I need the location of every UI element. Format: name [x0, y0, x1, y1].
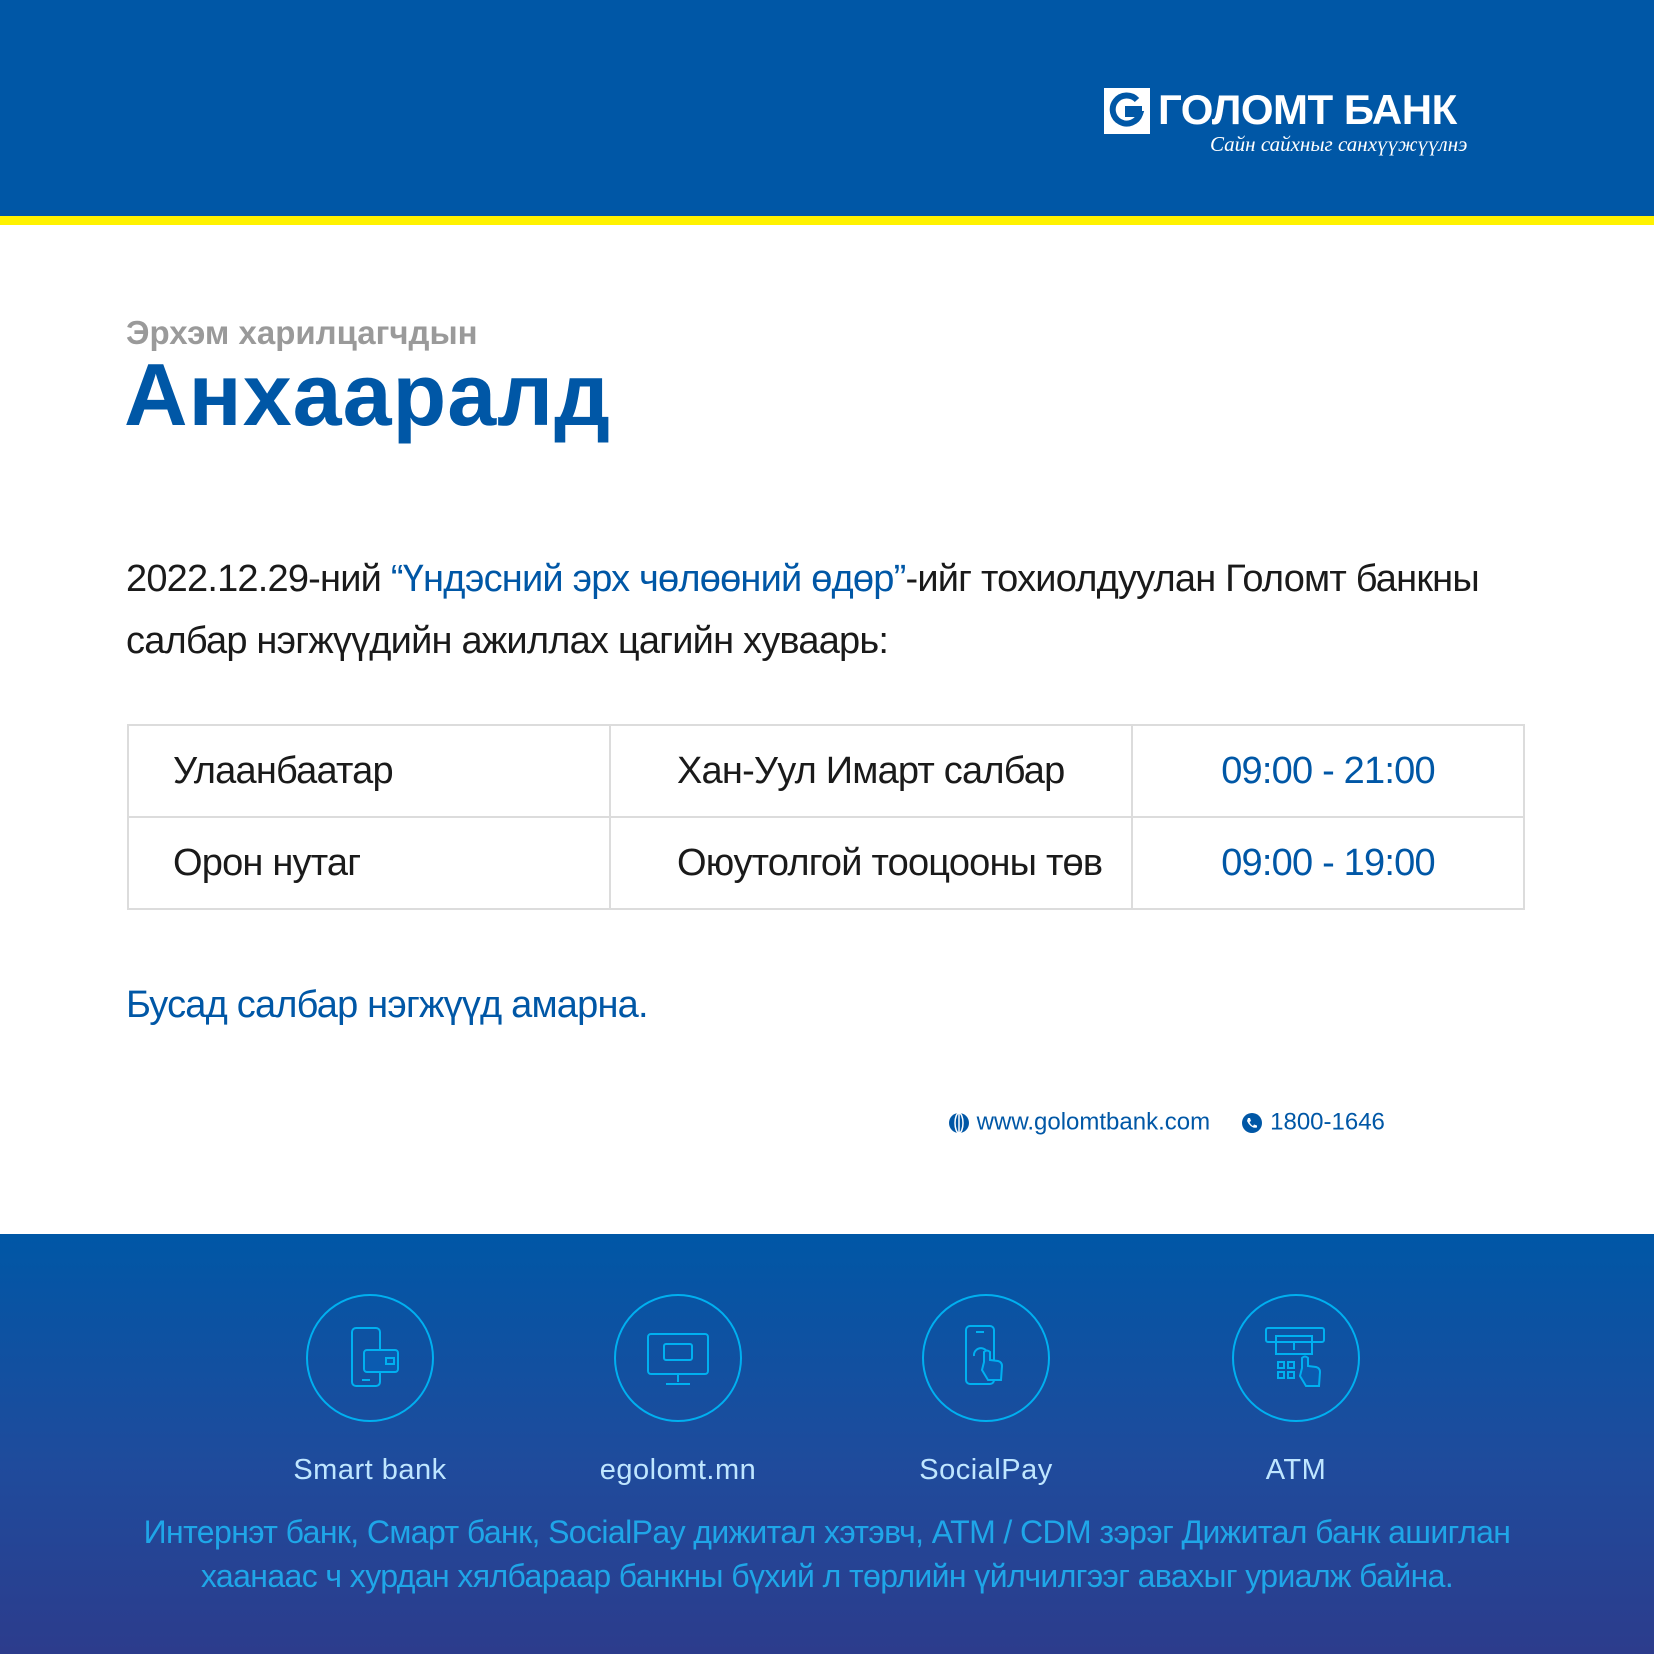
intro-holiday: “Үндэсний эрх чөлөөний өдөр” — [390, 558, 906, 600]
contact-info — [948, 1108, 1385, 1137]
atm-icon — [1256, 1318, 1336, 1398]
table-row — [128, 725, 1524, 817]
closure-note: Бусад салбар нэгжүүд амарна. — [126, 984, 648, 1026]
phone-touch-icon — [946, 1318, 1026, 1398]
region-cell: Улаанбаатар — [128, 725, 610, 817]
bank-logo-icon — [1104, 88, 1150, 134]
service-atm[interactable] — [1196, 1294, 1396, 1487]
service-smart-bank[interactable] — [270, 1294, 470, 1487]
phone-number[interactable]: 1800-1646 — [1270, 1108, 1385, 1136]
headline-title: Анхааралд — [124, 345, 611, 444]
service-circle — [614, 1294, 742, 1422]
service-label: ATM — [1265, 1454, 1327, 1486]
phone-icon — [1241, 1112, 1263, 1134]
logo-slogan: Сайн сайхныг санхүүжүүлнэ — [1210, 132, 1468, 156]
smartphone-card-icon — [330, 1318, 410, 1398]
footer-line: Интернэт банк, Смарт банк, SocialPay дижитал хэтэвч, ATM / CDM зэрэг Дижитал банк ашиглан — [143, 1514, 1511, 1550]
globe-icon — [948, 1112, 970, 1134]
service-circle — [306, 1294, 434, 1422]
desktop-monitor-icon — [638, 1318, 718, 1398]
branch-cell: Оюутолгой тооцооны төв — [610, 817, 1132, 909]
table-row — [128, 817, 1524, 909]
region-cell: Орон нутаг — [128, 817, 610, 909]
bank-logo — [1104, 88, 1484, 168]
service-label: Smart bank — [293, 1454, 447, 1486]
hours-cell: 09:00 - 19:00 — [1132, 817, 1524, 909]
headline-subtitle: Эрхэм харилцагчдын — [126, 314, 478, 351]
footer-text — [0, 1510, 1654, 1598]
hours-cell: 09:00 - 21:00 — [1132, 725, 1524, 817]
schedule-table — [127, 724, 1525, 910]
logo-name: ГОЛОМТ БАНК — [1158, 86, 1457, 133]
intro-paragraph — [126, 548, 1546, 672]
service-egolomt[interactable] — [578, 1294, 778, 1487]
branch-cell: Хан-Уул Имарт салбар — [610, 725, 1132, 817]
service-circle — [1232, 1294, 1360, 1422]
service-label: egolomt.mn — [599, 1454, 757, 1486]
intro-rest: -ийг тохиолдуулан Голомт банкны салбар нэгжүүдийн ажиллах цагийн хуваарь: — [126, 558, 1479, 662]
service-label: SocialPay — [919, 1454, 1053, 1486]
yellow-divider — [0, 216, 1654, 225]
intro-date: 2022.12.29-ний — [126, 558, 391, 600]
service-circle — [922, 1294, 1050, 1422]
website-link[interactable]: www.golomtbank.com — [976, 1108, 1211, 1136]
service-socialpay[interactable] — [886, 1294, 1086, 1487]
footer-line: хаанаас ч хурдан хялбараар банкны бүхий л төрлийн үйлчилгээг авахыг уриалж байна. — [200, 1558, 1454, 1594]
